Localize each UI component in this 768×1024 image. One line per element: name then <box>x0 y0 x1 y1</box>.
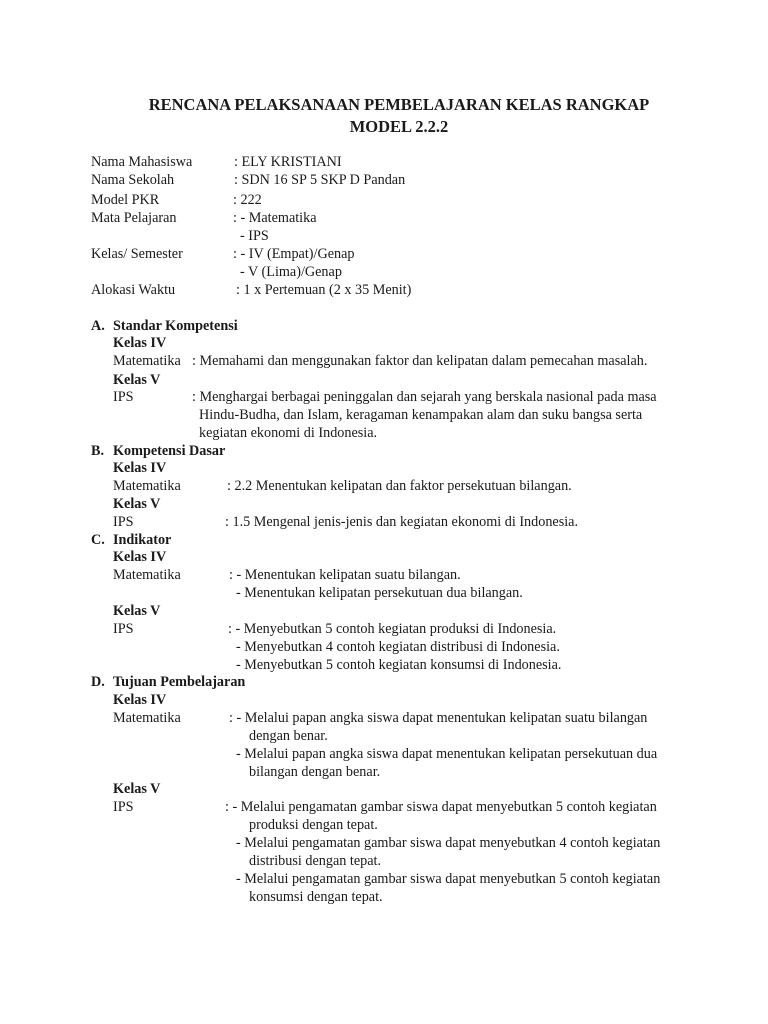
section-a-subject-5: IPS <box>113 389 134 405</box>
section-c-subject-5: IPS <box>113 621 134 637</box>
section-c-indicator-5-2: - Menyebutkan 4 contoh kegiatan distribusi di Indonesia. <box>236 639 560 655</box>
section-a-text-5-line2: Hindu-Budha, dan Islam, keragaman kenampakan alam dan suku bangsa serta <box>199 407 643 423</box>
identity-value-mata-pelajaran: : - Matematika <box>233 210 317 226</box>
section-d-objective-4-1b: dengan benar. <box>249 728 328 744</box>
section-b-subject-4: Matematika <box>113 478 181 494</box>
section-d-objective-5-2a: - Melalui pengamatan gambar siswa dapat menyebutkan 4 contoh kegiatan <box>236 835 661 851</box>
section-a-text-4: : Memahami dan menggunakan faktor dan kelipatan dalam pemecahan masalah. <box>192 353 648 369</box>
section-d-objective-5-1a: : - Melalui pengamatan gambar siswa dapat menyebutkan 5 contoh kegiatan <box>225 799 657 815</box>
identity-label-kelas-semester: Kelas/ Semester <box>91 246 183 262</box>
section-c-class-5: Kelas V <box>113 603 161 619</box>
section-d-letter: D. <box>91 674 105 690</box>
identity-label-model-pkr: Model PKR <box>91 192 160 208</box>
section-c-letter: C. <box>91 532 105 548</box>
section-b-subject-5: IPS <box>113 514 134 530</box>
section-c-indicator-5-3: - Menyebutkan 5 contoh kegiatan konsumsi di Indonesia. <box>236 657 562 673</box>
section-a-subject-4: Matematika <box>113 353 181 369</box>
identity-label-mata-pelajaran: Mata Pelajaran <box>91 210 177 226</box>
identity-value-mata-pelajaran-2: - IPS <box>240 228 269 244</box>
section-c-heading: Indikator <box>113 532 172 548</box>
section-d-class-4: Kelas IV <box>113 692 167 708</box>
section-d-heading: Tujuan Pembelajaran <box>113 674 246 690</box>
section-d-objective-4-2a: - Melalui papan angka siswa dapat menentukan kelipatan persekutuan dua <box>236 746 658 762</box>
section-d-class-5: Kelas V <box>113 781 161 797</box>
section-d-subject-4: Matematika <box>113 710 181 726</box>
section-d-objective-4-2b: bilangan dengan benar. <box>249 764 381 780</box>
section-a-class-4: Kelas IV <box>113 335 167 351</box>
document-subtitle: MODEL 2.2.2 <box>349 117 449 136</box>
section-a-text-5-line3: kegiatan ekonomi di Indonesia. <box>199 425 378 441</box>
section-c-class-4: Kelas IV <box>113 549 167 565</box>
identity-value-kelas-semester-2: - V (Lima)/Genap <box>240 264 342 280</box>
section-d-objective-5-2b: distribusi dengan tepat. <box>249 853 381 869</box>
section-b-text-4: : 2.2 Menentukan kelipatan dan faktor persekutuan bilangan. <box>227 478 572 494</box>
document-title: RENCANA PELAKSANAAN PEMBELAJARAN KELAS RANGKAP <box>148 95 650 114</box>
identity-label-alokasi-waktu: Alokasi Waktu <box>91 282 176 298</box>
section-a-class-5: Kelas V <box>113 372 161 388</box>
section-b-heading: Kompetensi Dasar <box>113 443 226 459</box>
section-d-objective-4-1a: : - Melalui papan angka siswa dapat menentukan kelipatan suatu bilangan <box>229 710 648 726</box>
identity-value-nama-sekolah: : SDN 16 SP 5 SKP D Pandan <box>234 172 406 188</box>
identity-label-nama-mahasiswa: Nama Mahasiswa <box>91 154 193 170</box>
section-d-objective-5-3a: - Melalui pengamatan gambar siswa dapat menyebutkan 5 contoh kegiatan <box>236 871 661 887</box>
section-c-indicator-4-1: : - Menentukan kelipatan suatu bilangan. <box>229 567 461 583</box>
identity-value-alokasi-waktu: : 1 x Pertemuan (2 x 35 Menit) <box>236 282 412 298</box>
section-b-class-5: Kelas V <box>113 496 161 512</box>
section-b-letter: B. <box>91 443 105 459</box>
identity-value-model-pkr: : 222 <box>233 192 262 208</box>
section-c-indicator-4-2: - Menentukan kelipatan persekutuan dua bilangan. <box>236 585 523 601</box>
section-d-subject-5: IPS <box>113 799 134 815</box>
section-c-indicator-5-1: : - Menyebutkan 5 contoh kegiatan produksi di Indonesia. <box>228 621 557 637</box>
section-b-text-5: : 1.5 Mengenal jenis-jenis dan kegiatan ekonomi di Indonesia. <box>225 514 579 530</box>
section-d-objective-5-1b: produksi dengan tepat. <box>249 817 378 833</box>
identity-value-nama-mahasiswa: : ELY KRISTIANI <box>234 154 342 170</box>
section-b-class-4: Kelas IV <box>113 460 167 476</box>
section-a-letter: A. <box>91 318 105 334</box>
identity-value-kelas-semester: : - IV (Empat)/Genap <box>233 246 355 262</box>
section-c-subject-4: Matematika <box>113 567 181 583</box>
section-a-text-5-line1: : Menghargai berbagai peninggalan dan sejarah yang berskala nasional pada masa <box>192 389 657 405</box>
section-a-heading: Standar Kompetensi <box>113 318 238 334</box>
identity-label-nama-sekolah: Nama Sekolah <box>91 172 175 188</box>
section-d-objective-5-3b: konsumsi dengan tepat. <box>249 889 383 905</box>
